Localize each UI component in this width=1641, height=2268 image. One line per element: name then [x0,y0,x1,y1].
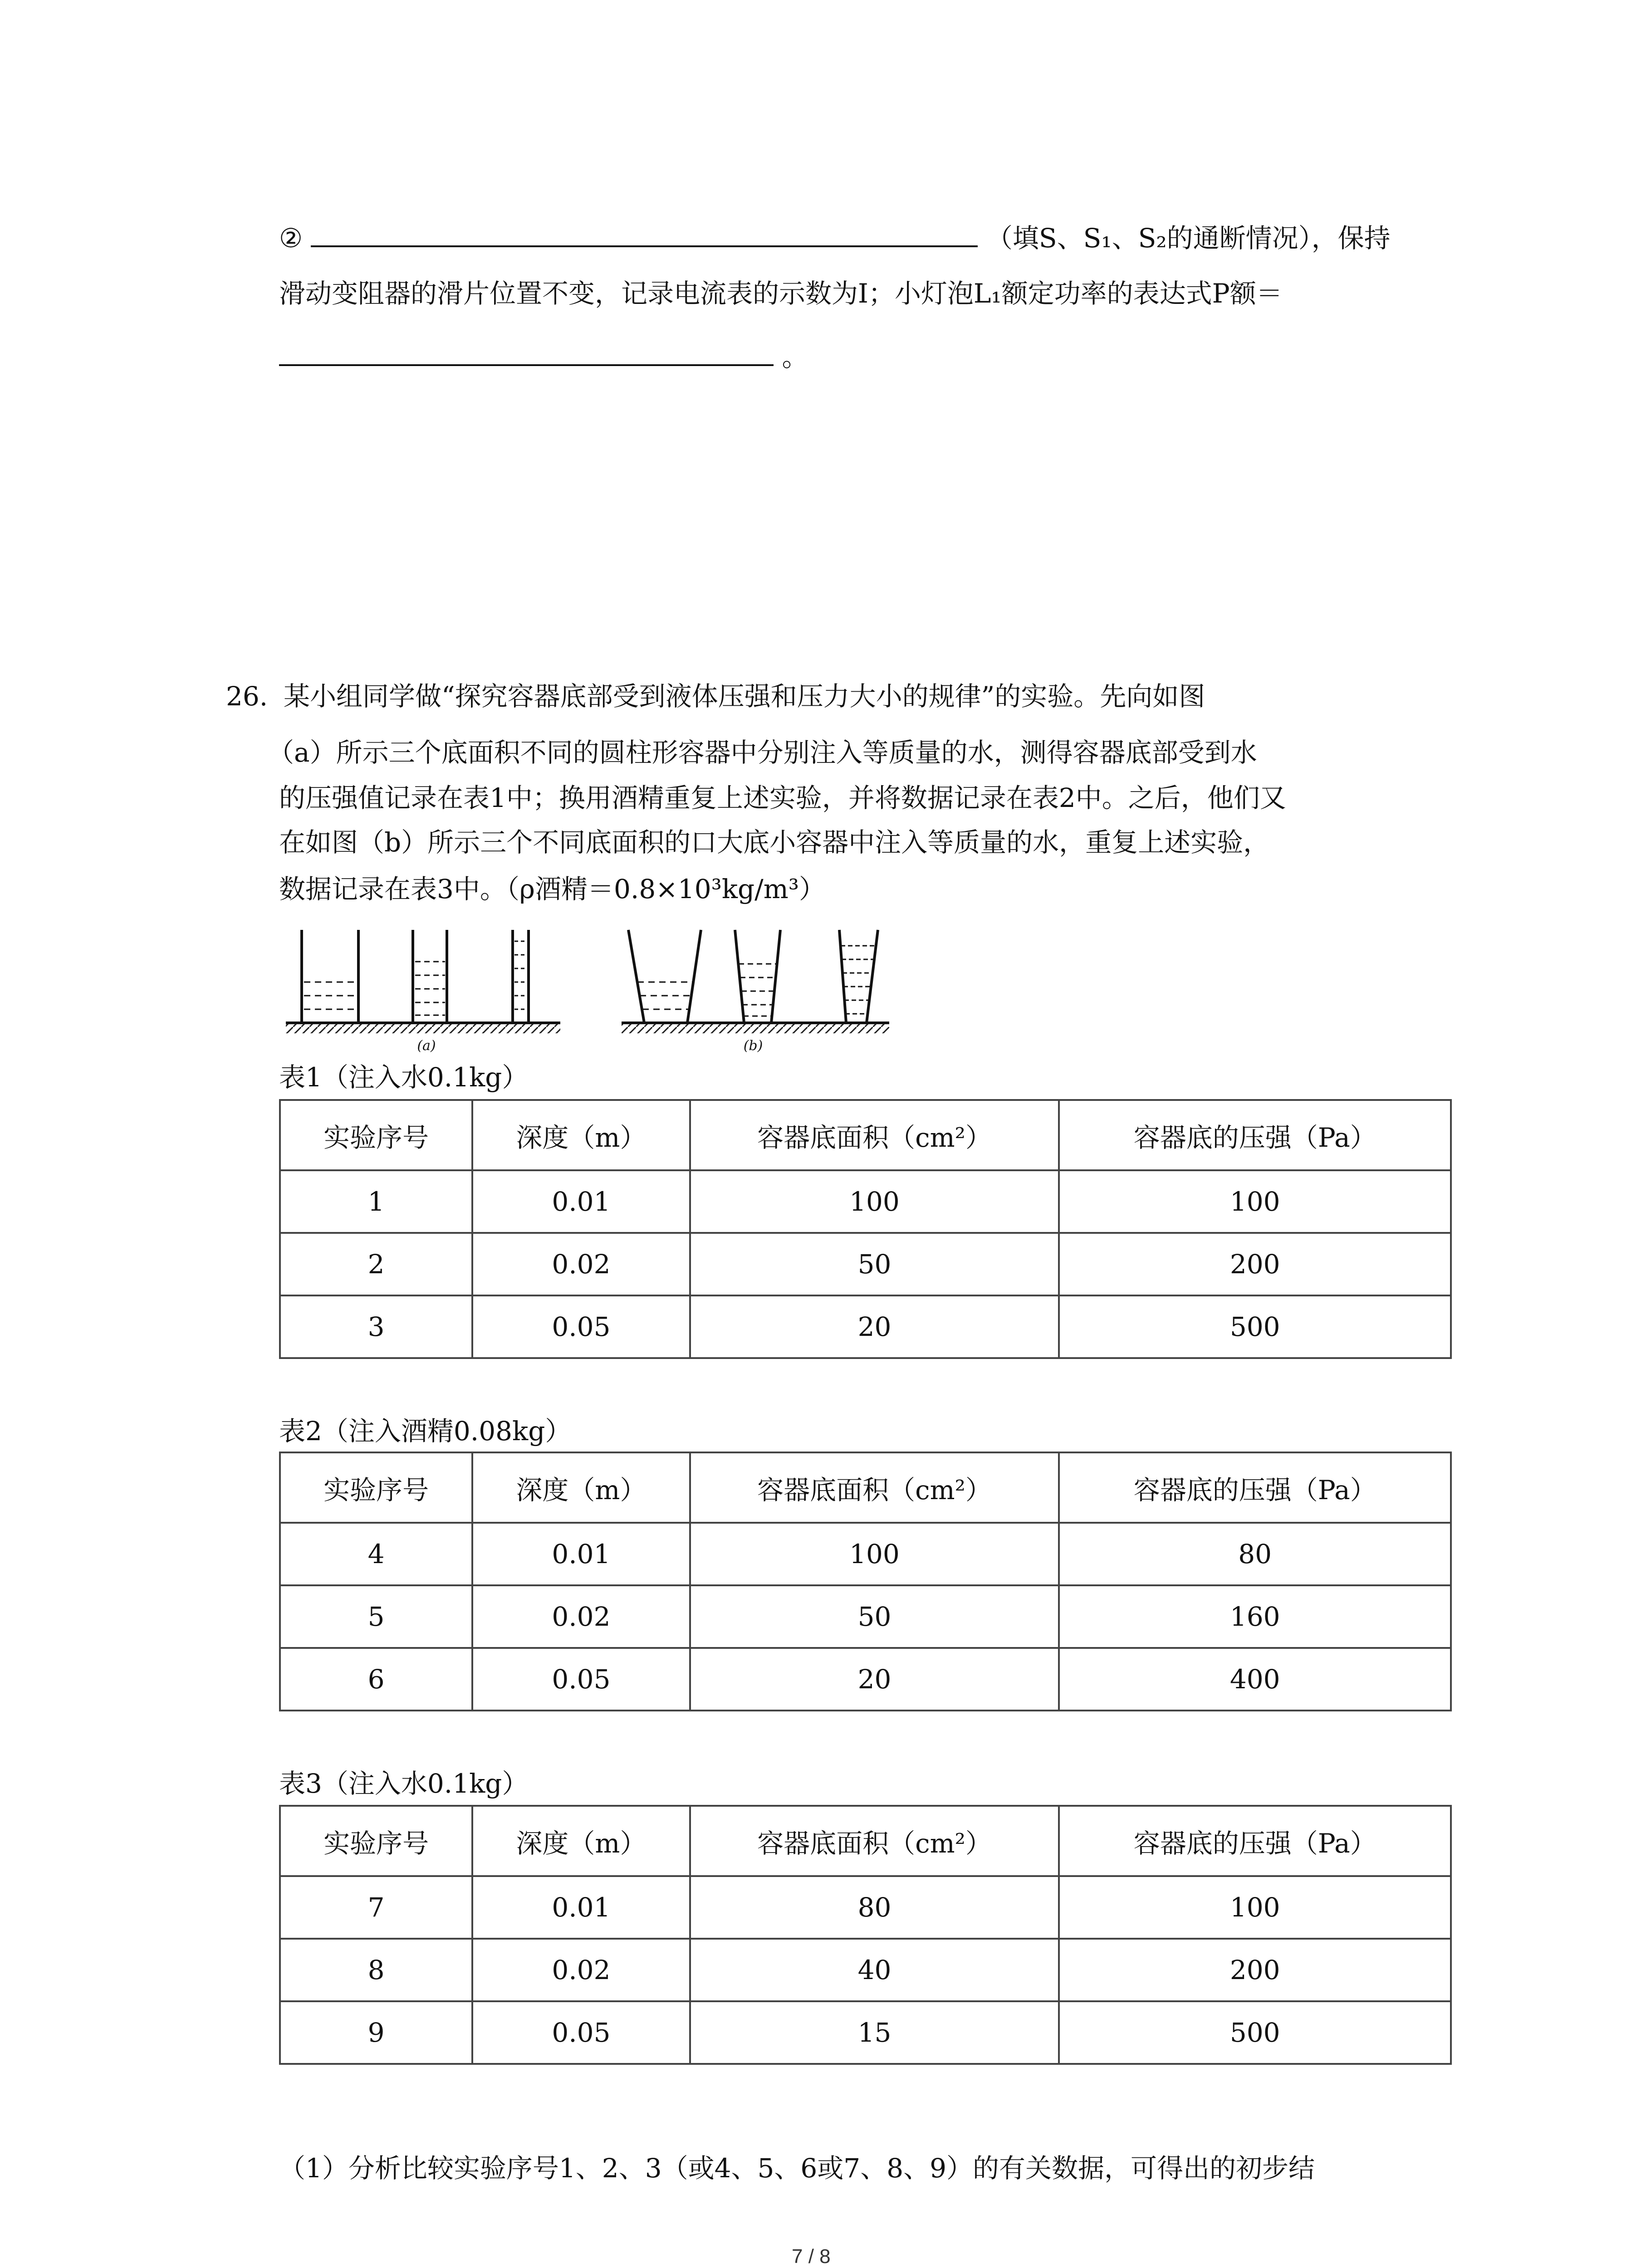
table1-header-row [280,1100,1451,1170]
q26-number: 26. [226,681,268,712]
header-cell: 深度（m） [472,1806,690,1876]
cylinder-container-2 [413,930,447,1023]
table-cell: 200 [1059,1233,1451,1295]
header-cell: 深度（m） [472,1100,690,1170]
fill-hint: （填S、S₁、S₂的通断情况），保持 [986,223,1391,254]
table-row [280,1233,1451,1295]
containers-figure [277,921,894,1057]
table-cell: 9 [280,2001,472,2064]
table-cell: 160 [1059,1585,1451,1648]
table-row [280,1295,1451,1358]
header-cell: 容器底面积（cm²） [690,1100,1059,1170]
circle-number-2: ② [279,223,303,254]
header-cell: 深度（m） [472,1452,690,1523]
table-cell: 200 [1059,1939,1451,2001]
table-cell: 40 [690,1939,1059,2001]
table-cell: 500 [1059,2001,1451,2064]
table-cell: 15 [690,2001,1059,2064]
q26-text-line-4: 在如图（b）所示三个不同底面积的口大底小容器中注入等质量的水，重复上述实验， [279,827,1270,858]
tapered-container-2 [735,930,780,1023]
cylinder-container-3 [513,930,529,1023]
table3 [279,1805,1452,2065]
header-cell: 容器底的压强（Pa） [1059,1452,1451,1523]
table-cell: 80 [1059,1523,1451,1585]
table-cell: 50 [690,1585,1059,1648]
cylinder-container-1 [302,930,358,1023]
ground-a [286,1023,560,1033]
table-row [280,1939,1451,2001]
tapered-container-3 [839,930,878,1023]
table-cell: 0.02 [472,1585,690,1648]
header-cell: 实验序号 [280,1100,472,1170]
table-row [280,1876,1451,1939]
table-row [280,2001,1451,2064]
table-cell: 100 [1059,1170,1451,1233]
table-row [280,1648,1451,1711]
header-cell: 实验序号 [280,1452,472,1523]
q26-text-line-3: 的压强值记录在表1中；换用酒精重复上述实验，并将数据记录在表2中。之后，他们又 [279,782,1286,813]
table-cell: 100 [690,1523,1059,1585]
table-cell: 7 [280,1876,472,1939]
q26-text-line-5: 数据记录在表3中。（ρ酒精＝0.8×10³kg/m³） [279,874,825,904]
table-cell: 0.05 [472,2001,690,2064]
q26-text-line-1: 某小组同学做“探究容器底部受到液体压强和压力大小的规律”的实验。先向如图 [284,681,1205,712]
table2-header-row [280,1452,1451,1523]
table-cell: 3 [280,1295,472,1358]
table-cell: 100 [1059,1876,1451,1939]
table-cell: 0.01 [472,1876,690,1939]
ground-b [622,1023,889,1033]
table-cell: 0.01 [472,1170,690,1233]
table1-caption: 表1（注入水0.1kg） [279,1062,529,1093]
q26-text-line-2: （a）所示三个底面积不同的圆柱形容器中分别注入等质量的水，测得容器底部受到水 [268,737,1257,768]
table-cell: 8 [280,1939,472,2001]
q26-sub1: （1）分析比较实验序号1、2、3（或4、5、6或7、8、9）的有关数据，可得出的初步结 [279,2153,1315,2184]
figure-a-label: (a) [417,1038,436,1054]
header-cell: 容器底面积（cm²） [690,1806,1059,1876]
header-cell: 容器底面积（cm²） [690,1452,1059,1523]
header-cell: 容器底的压强（Pa） [1059,1100,1451,1170]
table-cell: 5 [280,1585,472,1648]
tapered-container-1 [628,930,701,1023]
table-row [280,1523,1451,1585]
table-cell: 6 [280,1648,472,1711]
page-number: 7 / 8 [792,2245,831,2268]
table3-header-row [280,1806,1451,1876]
table-row [280,1170,1451,1233]
answer-blank-switch-state[interactable] [311,245,978,247]
table-cell: 0.02 [472,1939,690,2001]
table-cell: 0.01 [472,1523,690,1585]
table2-caption: 表2（注入酒精0.08kg） [279,1416,572,1447]
table-cell: 0.05 [472,1295,690,1358]
q25-line3 [279,341,808,373]
table-cell: 1 [280,1170,472,1233]
table-cell: 4 [280,1523,472,1585]
table3-caption: 表3（注入水0.1kg） [279,1768,529,1799]
header-cell: 容器底的压强（Pa） [1059,1806,1451,1876]
table-cell: 50 [690,1233,1059,1295]
table-cell: 400 [1059,1648,1451,1711]
figure-b-label: (b) [743,1038,763,1054]
table-cell: 2 [280,1233,472,1295]
table1 [279,1099,1452,1359]
header-cell: 实验序号 [280,1806,472,1876]
table-cell: 0.05 [472,1648,690,1711]
table2 [279,1452,1452,1711]
q25-line2: 滑动变阻器的滑片位置不变，记录电流表的示数为I；小灯泡L₁额定功率的表达式P额＝ [279,278,1283,309]
answer-blank-power-expression[interactable] [279,364,774,366]
table-cell: 80 [690,1876,1059,1939]
table-cell: 500 [1059,1295,1451,1358]
table-cell: 0.02 [472,1233,690,1295]
table-cell: 100 [690,1170,1059,1233]
table-row [280,1585,1451,1648]
table-cell: 20 [690,1295,1059,1358]
q25-step2-line [279,222,1391,254]
table-cell: 20 [690,1648,1059,1711]
end-mark: 。 [782,342,808,372]
